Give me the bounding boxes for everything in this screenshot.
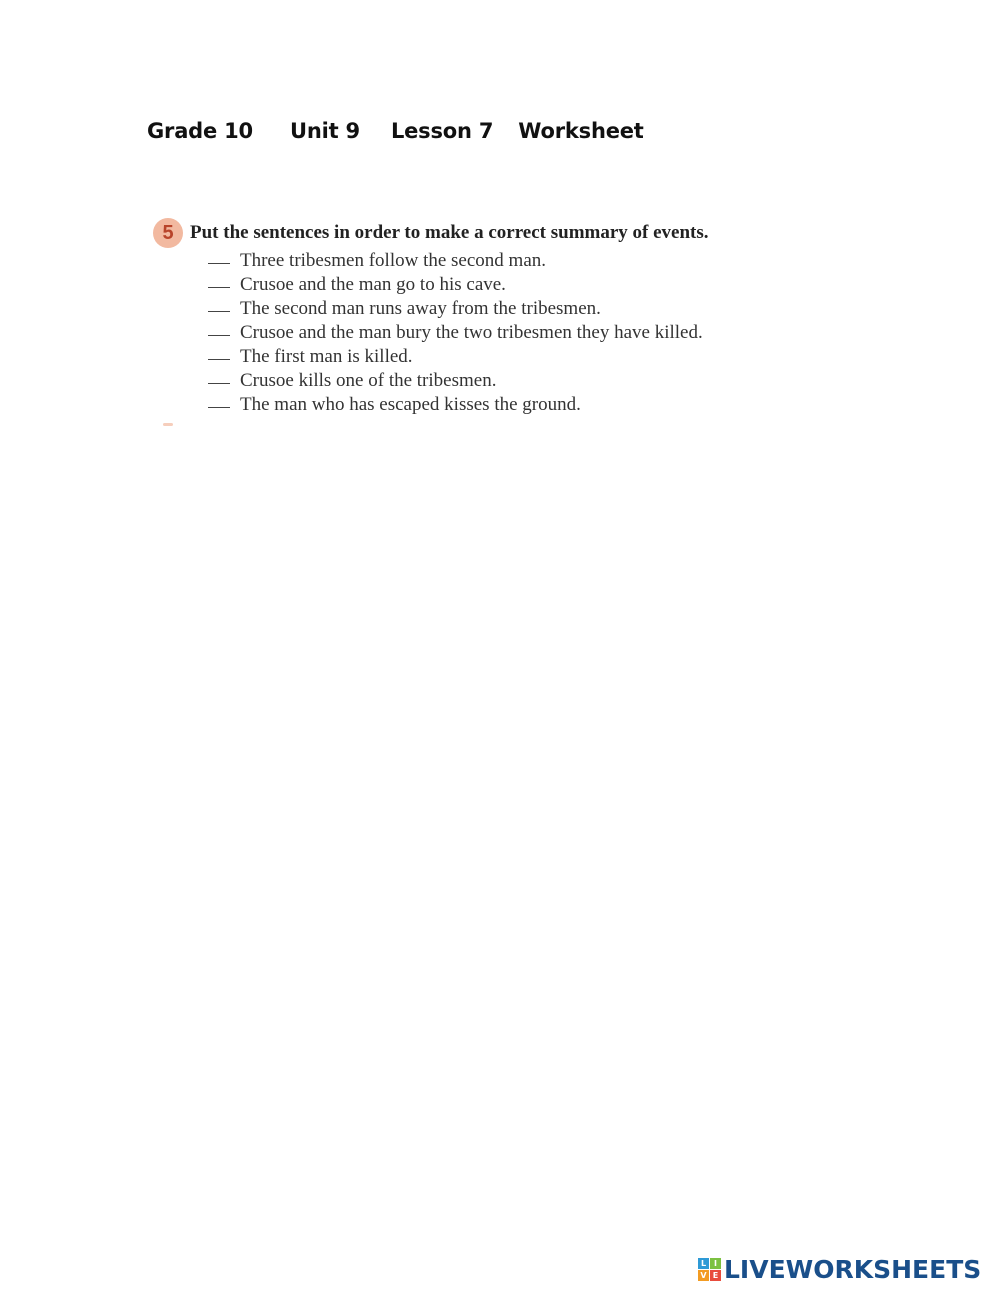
sentence-text: The man who has escaped kisses the ground. bbox=[240, 394, 581, 415]
scan-artifact-mark bbox=[163, 423, 173, 426]
exercise-5 bbox=[153, 218, 833, 418]
sentence-text: Crusoe and the man bury the two tribesmen they have killed. bbox=[240, 322, 703, 343]
list-item bbox=[208, 394, 833, 418]
sentence-text: The first man is killed. bbox=[240, 346, 413, 367]
sentence-text: The second man runs away from the tribesmen. bbox=[240, 298, 601, 319]
order-blank[interactable] bbox=[208, 287, 230, 288]
exercise-number: 5 bbox=[162, 222, 174, 244]
logo-tile: V bbox=[698, 1270, 709, 1281]
sentence-text: Crusoe kills one of the tribesmen. bbox=[240, 370, 497, 391]
exercise-number-badge bbox=[153, 218, 183, 248]
list-item bbox=[208, 298, 833, 322]
logo-tile: I bbox=[710, 1258, 721, 1269]
order-blank[interactable] bbox=[208, 383, 230, 384]
liveworksheets-logo[interactable] bbox=[698, 1257, 981, 1282]
sentence-list bbox=[153, 250, 833, 418]
logo-tile: E bbox=[710, 1270, 721, 1281]
order-blank[interactable] bbox=[208, 335, 230, 336]
sentence-text: Three tribesmen follow the second man. bbox=[240, 250, 547, 271]
exercise-heading bbox=[153, 218, 833, 248]
liveworksheets-icon bbox=[698, 1258, 721, 1281]
worksheet-header bbox=[147, 119, 644, 143]
header-unit: Unit 9 bbox=[289, 119, 360, 143]
header-lesson: Lesson 7 bbox=[390, 119, 494, 143]
order-blank[interactable] bbox=[208, 359, 230, 360]
list-item bbox=[208, 274, 833, 298]
list-item bbox=[208, 322, 833, 346]
header-grade: Grade 10 bbox=[147, 119, 253, 143]
sentence-text: Crusoe and the man go to his cave. bbox=[240, 274, 506, 295]
header-title: Worksheet bbox=[518, 119, 644, 143]
order-blank[interactable] bbox=[208, 311, 230, 312]
exercise-instruction: Put the sentences in order to make a correct summary of events. bbox=[190, 222, 709, 243]
list-item bbox=[208, 346, 833, 370]
order-blank[interactable] bbox=[208, 407, 230, 408]
logo-tile: L bbox=[698, 1258, 709, 1269]
brand-text: LIVEWORKSHEETS bbox=[724, 1255, 982, 1284]
list-item bbox=[208, 250, 833, 274]
order-blank[interactable] bbox=[208, 263, 230, 264]
list-item bbox=[208, 370, 833, 394]
